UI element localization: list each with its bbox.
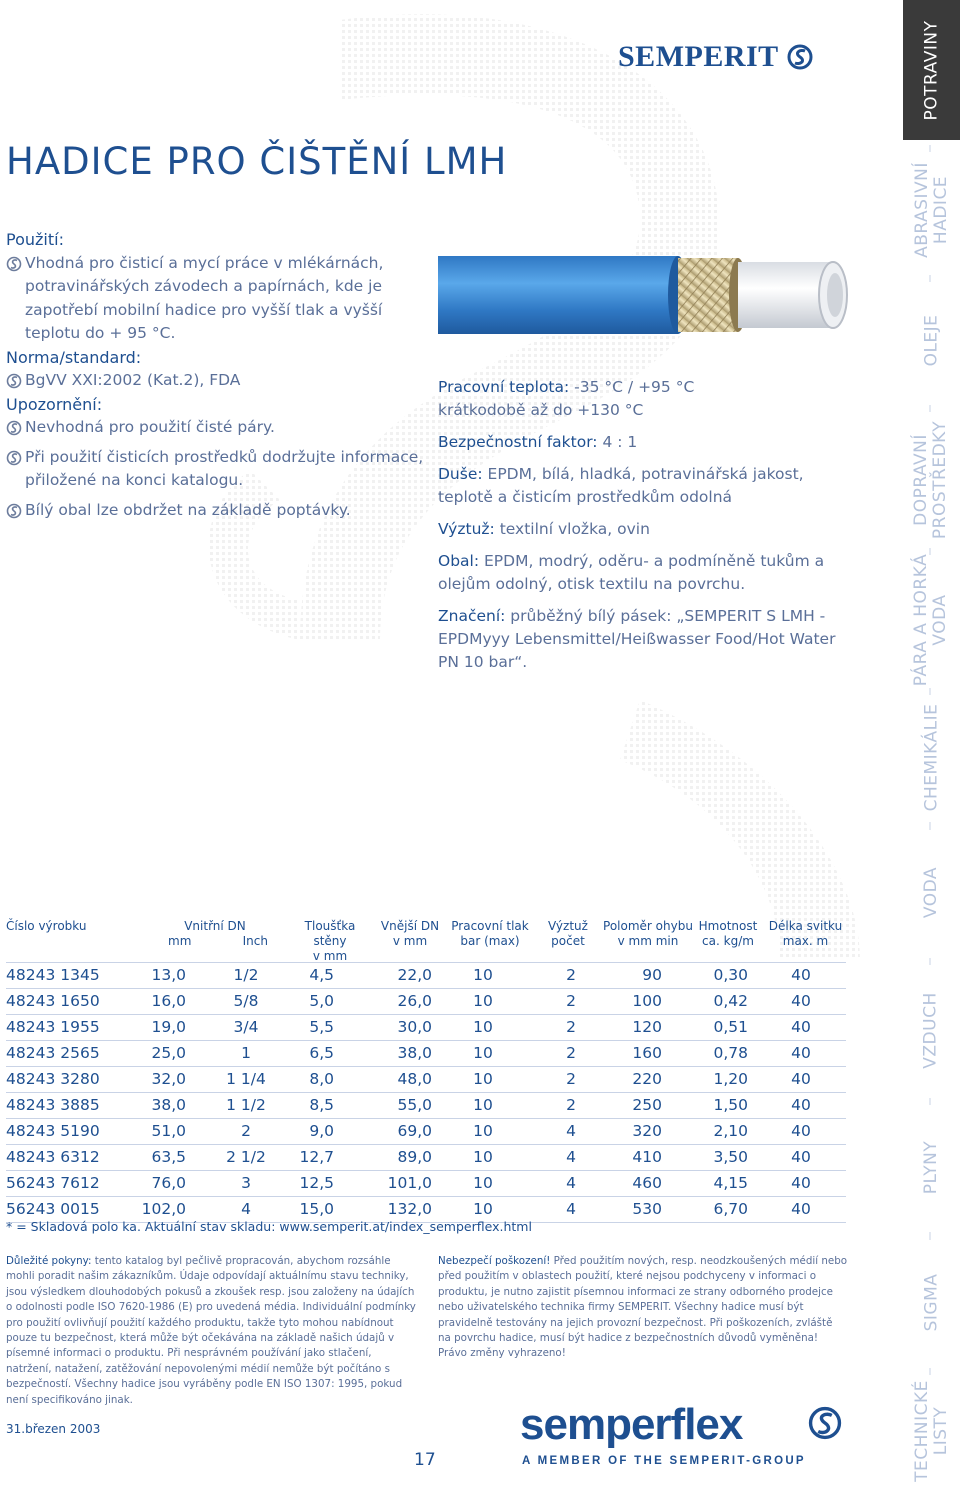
tab-label: VZDUCH <box>921 991 941 1069</box>
cell-outer-dn: 89,0 <box>397 1148 432 1166</box>
cell-outer-dn: 30,0 <box>397 1018 432 1036</box>
tab-label: POTRAVINY <box>921 20 941 120</box>
col-header-text: Výztuž <box>548 919 588 933</box>
cell-wall: 15,0 <box>299 1200 334 1218</box>
warning-heading: Upozornění: <box>6 394 103 414</box>
cell-reinforcement: 4 <box>566 1122 576 1140</box>
col-header-coil-length <box>763 919 848 949</box>
semperit-bullet-icon <box>6 503 22 519</box>
cell-pressure: 10 <box>473 992 493 1010</box>
cell-reinforcement: 2 <box>566 992 576 1010</box>
col-header-unit: bar (max) <box>460 934 520 948</box>
cell-inner-mm: 38,0 <box>151 1096 186 1114</box>
cell-pressure: 10 <box>473 1044 493 1062</box>
cell-inner-mm: 76,0 <box>151 1174 186 1192</box>
cell-wall: 5,0 <box>309 992 334 1010</box>
warning-item <box>6 446 426 493</box>
col-header-product-no <box>6 919 106 934</box>
col-header-pressure <box>450 919 530 949</box>
cell-outer-dn: 101,0 <box>387 1174 432 1192</box>
cell-wall: 12,7 <box>299 1148 334 1166</box>
cell-pressure: 10 <box>473 1096 493 1114</box>
cell-reinforcement: 2 <box>566 1044 576 1062</box>
col-header-unit: mm <box>168 934 192 948</box>
cell-inner-inch: 1/2 <box>233 966 259 984</box>
cell-coil-length: 40 <box>791 1174 811 1192</box>
cell-coil-length: 40 <box>791 1200 811 1218</box>
semperit-logo <box>618 40 813 74</box>
cell-coil-length: 40 <box>791 992 811 1010</box>
rights-reserved: Právo změny vyhrazeno! <box>438 1347 566 1360</box>
spec-section <box>438 376 858 683</box>
cell-outer-dn: 48,0 <box>397 1070 432 1088</box>
cell-reinforcement: 4 <box>566 1200 576 1218</box>
col-header-unit: ca. kg/m <box>702 934 754 948</box>
cell-outer-dn: 22,0 <box>397 966 432 984</box>
cell-bend-radius: 220 <box>632 1070 662 1088</box>
cell-coil-length: 40 <box>791 1044 811 1062</box>
cell-reinforcement: 2 <box>566 1018 576 1036</box>
col-header-unit: v mm min <box>617 934 679 948</box>
cell-wall: 9,0 <box>309 1122 334 1140</box>
table-row <box>6 1066 846 1092</box>
page-number: 17 <box>414 1450 436 1470</box>
hose-product-image <box>438 248 848 343</box>
tab-label: VODA <box>920 866 941 919</box>
cell-inner-mm: 32,0 <box>151 1070 186 1088</box>
reinf-value: textilní vložka, ovin <box>499 520 650 538</box>
col-header-wall <box>290 919 370 964</box>
table-row <box>6 1040 846 1066</box>
col-header-unit: Inch <box>242 934 268 948</box>
warning-text: Bílý obal lze obdržet na základě poptávky. <box>25 500 351 519</box>
usage-text: Vhodná pro čisticí a mycí práce v mlékárnách, potravinářských závodech a papírnách, kde je zapotřebí mobilní hadice pro vyšší tlak a vyšší teplotu do + 95 °C. <box>25 253 384 342</box>
spec-tube <box>438 463 858 509</box>
cell-wall: 5,5 <box>309 1018 334 1036</box>
cell-coil-length: 40 <box>791 1096 811 1114</box>
semperit-bullet-icon <box>6 420 22 436</box>
important-notice <box>6 1254 416 1408</box>
cell-product-no: 48243 5190 <box>6 1122 100 1140</box>
col-header-unit: v mm <box>392 934 428 948</box>
cell-reinforcement: 2 <box>566 1096 576 1114</box>
stock-note: * = Skladová polo ka. Aktuální stav skladu: www.semperit.at/index_semperflex.html <box>6 1219 532 1234</box>
semperflex-logo <box>518 1400 848 1480</box>
cell-inner-inch: 1 1/4 <box>226 1070 266 1088</box>
cell-outer-dn: 26,0 <box>397 992 432 1010</box>
cover-value: EPDM, modrý, oděru- a podmíněně tukům a olejům odolný, otisk textilu na povrchu. <box>438 552 825 593</box>
cell-inner-mm: 63,5 <box>151 1148 186 1166</box>
spec-cover <box>438 550 858 596</box>
cell-reinforcement: 2 <box>566 966 576 984</box>
norm-item <box>6 369 426 393</box>
cell-coil-length: 40 <box>791 1018 811 1036</box>
tab-label-line2: PROSTŘEDKY <box>930 420 951 540</box>
cell-reinforcement: 4 <box>566 1148 576 1166</box>
cell-inner-inch: 1 <box>241 1044 251 1062</box>
cell-inner-inch: 1 1/2 <box>226 1096 266 1114</box>
cell-coil-length: 40 <box>791 1122 811 1140</box>
col-header-text: Vnitřní DN <box>184 919 246 933</box>
cell-pressure: 10 <box>473 1018 493 1036</box>
cell-pressure: 10 <box>473 1070 493 1088</box>
cell-outer-dn: 132,0 <box>387 1200 432 1218</box>
cell-bend-radius: 100 <box>632 992 662 1010</box>
marking-value: průběžný bílý pásek: „SEMPERIT S LMH - EPDMyyy Lebensmittel/Heißwasser Food/Hot Water PN 10 bar“. <box>438 607 836 671</box>
semperit-bullet-icon <box>6 373 22 389</box>
col-header-text: Délka svitku <box>768 919 843 933</box>
cover-label: Obal: <box>438 552 480 570</box>
semperit-bullet-icon <box>6 256 22 272</box>
cell-product-no: 48243 1650 <box>6 992 100 1010</box>
semperflex-tagline: A MEMBER OF THE SEMPERIT-GROUP <box>522 1455 806 1467</box>
cell-coil-length: 40 <box>791 1070 811 1088</box>
cell-inner-inch: 3/4 <box>233 1018 259 1036</box>
category-tabs <box>903 0 960 1492</box>
cell-inner-mm: 102,0 <box>141 1200 186 1218</box>
col-header-weight <box>693 919 763 949</box>
norm-heading: Norma/standard: <box>6 347 142 367</box>
tab-label: OLEJE <box>920 314 941 366</box>
cell-bend-radius: 250 <box>632 1096 662 1114</box>
safety-value: 4 : 1 <box>602 433 638 451</box>
semperit-bullet-icon <box>6 450 22 466</box>
spec-marking <box>438 605 858 674</box>
cell-inner-inch: 5/8 <box>233 992 259 1010</box>
table-row <box>6 1170 846 1196</box>
cell-product-no: 48243 1345 <box>6 966 100 984</box>
cell-bend-radius: 320 <box>632 1122 662 1140</box>
tab-label-line2: LISTY <box>930 1406 951 1456</box>
col-header-text: Tloušťka stěny <box>304 919 356 948</box>
reinf-label: Výztuž: <box>438 520 495 538</box>
damage-notice-text: Před použitím nových, resp. neodzkoušených médií nebo před použitím v oblastech použití, které nejsou podchyceny v informaci o produktu, je nutno zajistit písemnou informaci ze strany odborného prodejce nebo uživatelského technika firmy SEMPERIT. Všechny hadice musí být pravidelně testovány na jejich provozní bezpečnost. Při poškozeních, zvláště na povrchu hadice, musí být hadice z bezpečnostních důvodů vyměněna! <box>438 1255 848 1345</box>
semperflex-wordmark: semperflex <box>520 1400 743 1449</box>
table-row <box>6 1118 846 1144</box>
col-header-inner-dn <box>140 919 290 949</box>
usage-item <box>6 252 426 346</box>
cell-outer-dn: 69,0 <box>397 1122 432 1140</box>
warning-text: Nevhodná pro použití čisté páry. <box>25 418 275 436</box>
cell-pressure: 10 <box>473 1174 493 1192</box>
cell-weight: 1,50 <box>713 1096 748 1114</box>
cell-product-no: 56243 0015 <box>6 1200 100 1218</box>
cell-inner-mm: 13,0 <box>151 966 186 984</box>
cell-product-no: 48243 3280 <box>6 1070 100 1088</box>
cell-pressure: 10 <box>473 1122 493 1140</box>
col-header-unit: max. m <box>782 934 829 948</box>
table-row <box>6 1014 846 1040</box>
cell-wall: 8,5 <box>309 1096 334 1114</box>
col-header-text: Číslo výrobku <box>6 919 87 933</box>
spec-temperature <box>438 376 858 422</box>
cell-coil-length: 40 <box>791 966 811 984</box>
cell-bend-radius: 530 <box>632 1200 662 1218</box>
cell-weight: 6,70 <box>713 1200 748 1218</box>
marking-label: Značení: <box>438 607 506 625</box>
cell-bend-radius: 120 <box>632 1018 662 1036</box>
tab-label: DOPRAVNÍ <box>911 434 932 526</box>
cell-inner-inch: 2 1/2 <box>226 1148 266 1166</box>
temp-label: Pracovní teplota: <box>438 378 570 396</box>
cell-wall: 6,5 <box>309 1044 334 1062</box>
cell-reinforcement: 4 <box>566 1174 576 1192</box>
usage-heading: Použití: <box>6 230 64 249</box>
warning-text: Při použití čisticích prostředků dodržujte informace, přiložené na konci katalogu. <box>25 447 424 489</box>
semperit-s-icon <box>808 1406 842 1440</box>
tube-label: Duše: <box>438 465 483 483</box>
damage-notice <box>438 1254 848 1362</box>
col-header-text: Vnější DN <box>380 919 440 933</box>
cell-bend-radius: 460 <box>632 1174 662 1192</box>
cell-pressure: 10 <box>473 966 493 984</box>
cell-product-no: 48243 6312 <box>6 1148 100 1166</box>
cell-inner-inch: 2 <box>241 1122 251 1140</box>
temp-value: -35 °C / +95 °C <box>574 378 695 396</box>
cell-outer-dn: 38,0 <box>397 1044 432 1062</box>
cell-weight: 0,78 <box>713 1044 748 1062</box>
cell-inner-inch: 3 <box>241 1174 251 1192</box>
page-title: HADICE PRO ČIŠTĚNÍ LMH <box>6 140 508 183</box>
cell-product-no: 48243 2565 <box>6 1044 100 1062</box>
cell-inner-mm: 51,0 <box>151 1122 186 1140</box>
col-header-bend-radius <box>603 919 693 949</box>
cell-bend-radius: 90 <box>642 966 662 984</box>
important-notice-text: tento katalog byl pečlivě propracován, abychom rozsáhle mohli poradit našim zákazníkům. Údaje odpovídají aktuálnímu stavu techniky, jsou výsledkem dlouhodobých pokusů a zkoušek resp. jsou založeny na údajích o odolnosti podle ISO 7620-1986 (E) pro uvedená média. Individuální podmínky pro použití ovlivňují použití každého produktu, takže tyto mohou nabídnout pouze tu bezpečnost, která může být očekávána na základě našich údajů v písemné informaci o produktu. Při nesprávném používání jako stlačení, natržení, natažení, zatěžování nepovolenými médií nemůže být počítáno s bezpečností. Všechny hadice jsou vyráběny podle EN ISO 1307: 1995, pokud není specifikováno jinak. <box>6 1255 416 1406</box>
logo-text: SEMPERIT <box>618 40 779 73</box>
important-notice-lead: Důležité pokyny: <box>6 1255 92 1267</box>
cell-wall: 4,5 <box>309 966 334 984</box>
col-header-text: Poloměr ohybu <box>603 919 693 933</box>
cell-bend-radius: 410 <box>632 1148 662 1166</box>
tab-dividers <box>903 0 960 1492</box>
cell-weight: 3,50 <box>713 1148 748 1166</box>
tab-label-line2: HADICE <box>930 175 951 245</box>
col-header-text: Hmotnost <box>698 919 758 933</box>
cell-outer-dn: 55,0 <box>397 1096 432 1114</box>
cell-weight: 4,15 <box>713 1174 748 1192</box>
table-row <box>6 988 846 1014</box>
norm-text: BgVV XXI:2002 (Kat.2), FDA <box>25 371 241 389</box>
cell-inner-mm: 25,0 <box>151 1044 186 1062</box>
table-row <box>6 1092 846 1118</box>
cell-pressure: 10 <box>473 1200 493 1218</box>
tab-label: PÁRA A HORKÁ <box>911 553 932 687</box>
col-header-unit: počet <box>551 934 585 948</box>
cell-weight: 0,42 <box>713 992 748 1010</box>
col-header-reinforcement <box>533 919 603 949</box>
spec-reinforcement <box>438 518 858 541</box>
cell-bend-radius: 160 <box>632 1044 662 1062</box>
product-table <box>6 962 846 1223</box>
semperit-s-icon <box>787 44 813 70</box>
cell-inner-mm: 16,0 <box>151 992 186 1010</box>
cell-inner-inch: 4 <box>241 1200 251 1218</box>
warning-item <box>6 416 426 440</box>
issue-date: 31.březen 2003 <box>6 1422 101 1436</box>
cell-inner-mm: 19,0 <box>151 1018 186 1036</box>
cell-wall: 8,0 <box>309 1070 334 1088</box>
temp-short: krátkodobě až do +130 °C <box>438 401 644 419</box>
cell-weight: 1,20 <box>713 1070 748 1088</box>
tab-label: TECHNICKÉ <box>911 1380 932 1482</box>
tab-label: SIGMA <box>921 1273 941 1332</box>
usage-section <box>6 228 426 522</box>
warning-item <box>6 499 426 523</box>
cell-reinforcement: 2 <box>566 1070 576 1088</box>
cell-weight: 2,10 <box>713 1122 748 1140</box>
cell-coil-length: 40 <box>791 1148 811 1166</box>
cell-weight: 0,51 <box>713 1018 748 1036</box>
col-header-text: Pracovní tlak <box>451 919 529 933</box>
tab-label: CHEMIKÁLIE <box>921 703 941 812</box>
tab-label: PLYNY <box>920 1140 941 1195</box>
safety-label: Bezpečnostní faktor: <box>438 433 598 451</box>
tab-label: ABRASIVNÍ <box>911 162 932 258</box>
spec-safety <box>438 431 858 454</box>
cell-product-no: 48243 1955 <box>6 1018 100 1036</box>
cell-pressure: 10 <box>473 1148 493 1166</box>
tube-value: EPDM, bílá, hladká, potravinářská jakost, teplotě a čisticím prostředkům odolná <box>438 465 804 506</box>
table-row <box>6 962 846 988</box>
cell-product-no: 48243 3885 <box>6 1096 100 1114</box>
cell-product-no: 56243 7612 <box>6 1174 100 1192</box>
tab-label-line2: VODA <box>930 594 951 646</box>
damage-notice-lead: Nebezpečí poškození! <box>438 1255 551 1267</box>
table-row <box>6 1144 846 1170</box>
cell-weight: 0,30 <box>713 966 748 984</box>
cell-wall: 12,5 <box>299 1174 334 1192</box>
col-header-unit: v mm <box>312 949 348 963</box>
col-header-outer-dn <box>370 919 450 949</box>
